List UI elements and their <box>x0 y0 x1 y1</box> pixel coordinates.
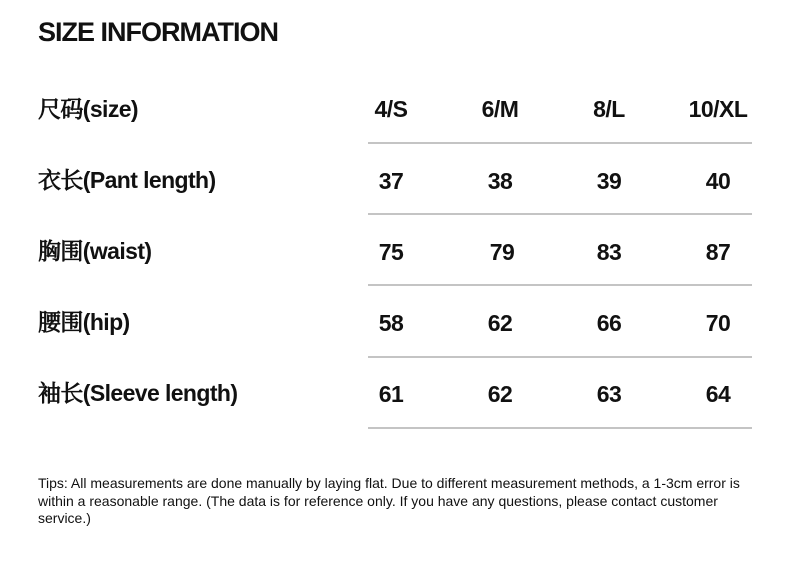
page-title: SIZE INFORMATION <box>38 17 278 47</box>
row-label-hip: 腰围(hip) <box>38 309 130 335</box>
table-cell: 64 <box>705 381 731 407</box>
table-cell: 83 <box>596 239 622 265</box>
row-label-waist: 胸围(waist) <box>38 238 152 264</box>
table-divider <box>368 213 752 215</box>
table-cell: 63 <box>596 381 622 407</box>
table-cell: 37 <box>378 168 404 194</box>
table-cell: 62 <box>487 381 513 407</box>
table-cell: 87 <box>705 239 731 265</box>
size-header-s: 4/S <box>374 96 408 122</box>
size-header-xl: 10/XL <box>688 96 748 122</box>
table-cell: 39 <box>596 168 622 194</box>
table-divider <box>368 284 752 286</box>
table-cell: 70 <box>705 310 731 336</box>
table-cell: 40 <box>705 168 731 194</box>
tips-text: Tips: All measurements are done manually by laying flat. Due to different measurement methods, a 1-3cm error is within a reasonable range. (The data is for reference only. If you have any questions, please contact customer service.) <box>38 475 740 526</box>
table-cell: 75 <box>378 239 404 265</box>
size-header-label: 尺码(size) <box>38 96 138 122</box>
table-cell: 61 <box>378 381 404 407</box>
row-label-pant-length: 衣长(Pant length) <box>38 167 216 193</box>
table-cell: 38 <box>487 168 513 194</box>
size-header-m: 6/M <box>481 96 519 122</box>
table-cell: 58 <box>378 310 404 336</box>
table-cell: 79 <box>489 239 515 265</box>
table-divider <box>368 356 752 358</box>
row-label-sleeve-length: 袖长(Sleeve length) <box>38 380 238 406</box>
table-cell: 62 <box>487 310 513 336</box>
table-divider <box>368 427 752 429</box>
table-cell: 66 <box>596 310 622 336</box>
table-divider <box>368 142 752 144</box>
size-header-l: 8/L <box>593 96 625 122</box>
